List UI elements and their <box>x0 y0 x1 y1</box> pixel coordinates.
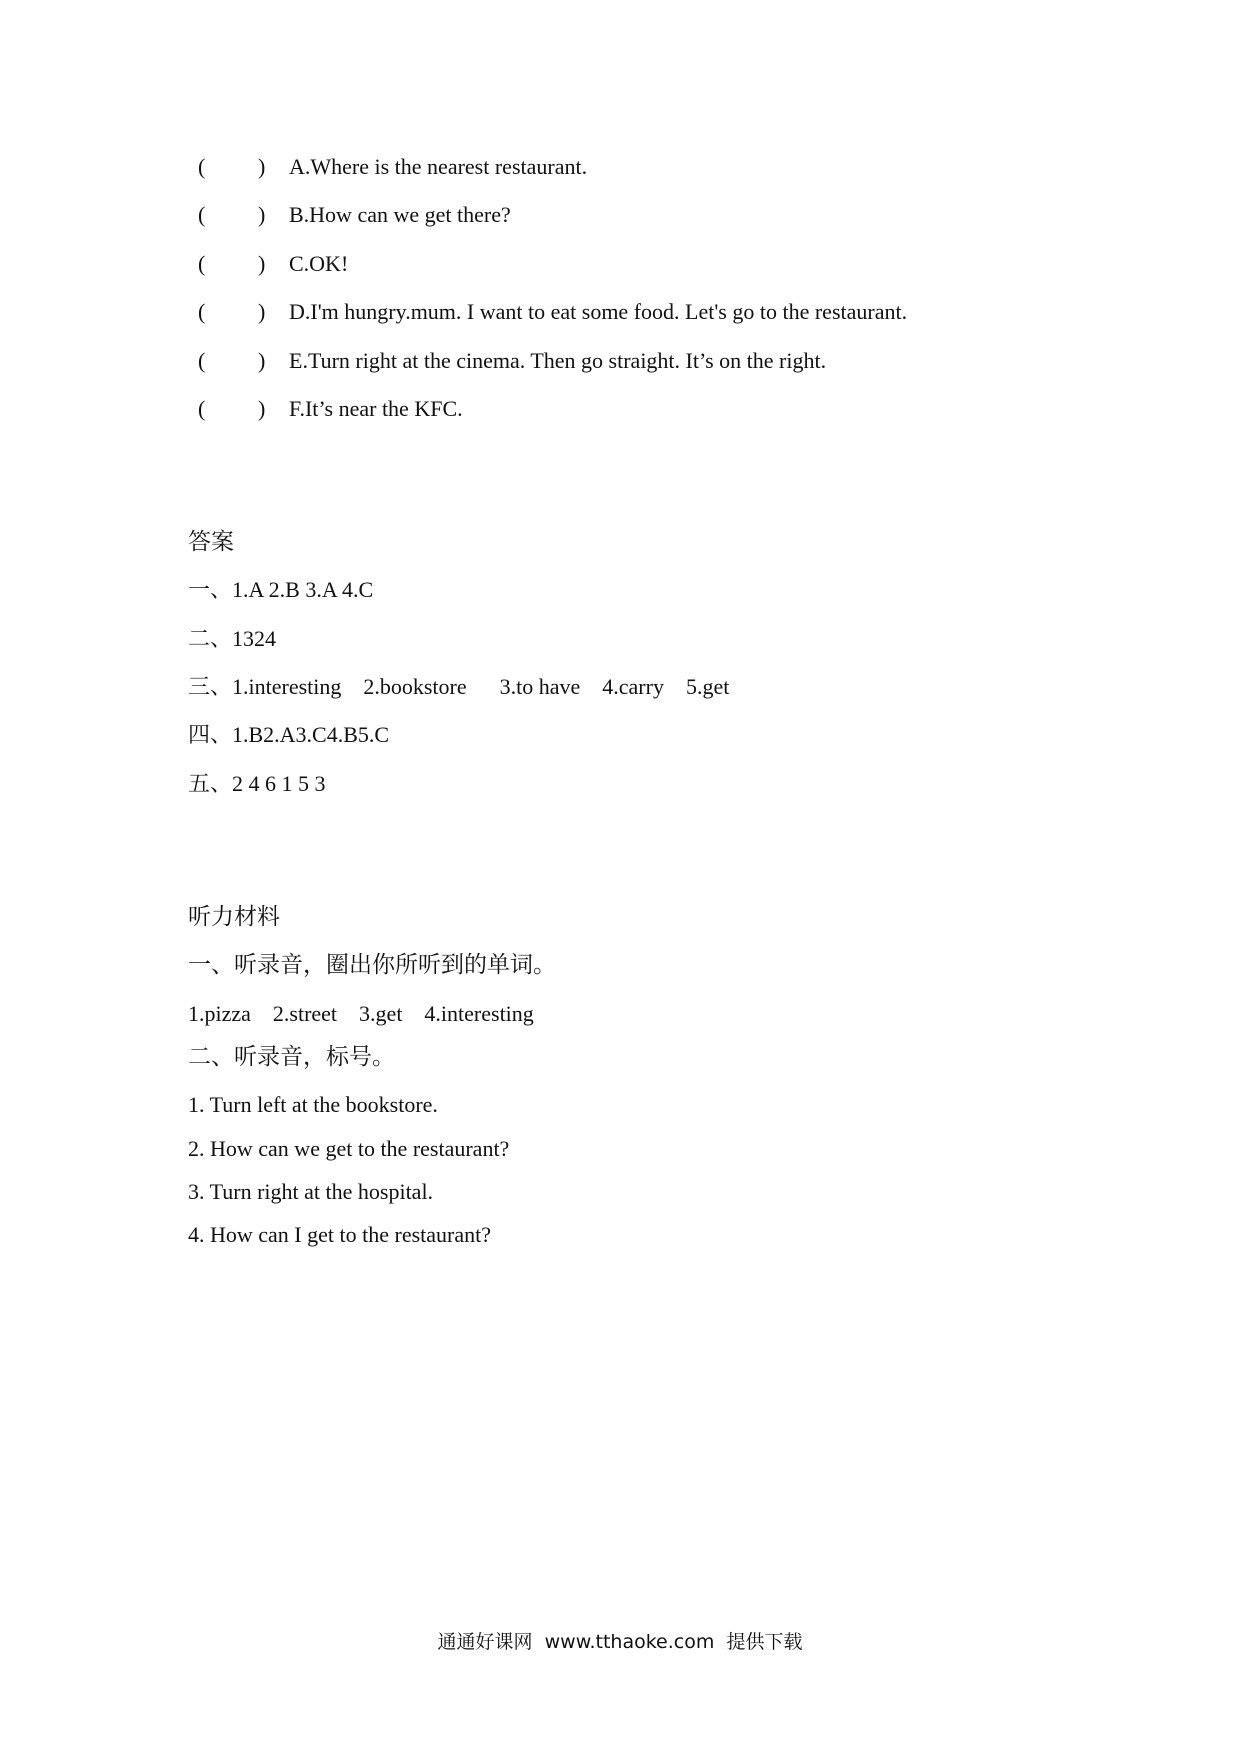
listening-part1-heading: 一、听录音，圈出你所听到的单词。 <box>188 952 556 978</box>
answer-blank-close: ) <box>258 396 266 421</box>
page-footer: 通通好课网 www.tthaoke.com 提供下载 <box>437 1631 803 1653</box>
listening-part1-words: 1.pizza 2.street 3.get 4.interesting <box>188 1001 534 1026</box>
ordering-sentence: F.It’s near the KFC. <box>289 396 463 421</box>
answer-blank-open: ( <box>198 348 206 373</box>
ordering-sentence: E.Turn right at the cinema. Then go straight. It’s on the right. <box>289 348 827 373</box>
answer-line-5: 五、2 4 6 1 5 3 <box>188 771 326 796</box>
ordering-sentence: D.I'm hungry.mum. I want to eat some food. Let's go to the restaurant. <box>289 299 908 324</box>
answer-line-2: 二、1324 <box>188 626 277 651</box>
ordering-sentence: A.Where is the nearest restaurant. <box>289 154 588 179</box>
answer-blank-open: ( <box>198 299 206 324</box>
answer-blank-close: ) <box>258 299 266 324</box>
answer-blank-close: ) <box>258 348 266 373</box>
answer-blank-open: ( <box>198 396 206 421</box>
answer-blank-close: ) <box>258 251 266 276</box>
answer-line-4: 四、1.B2.A3.C4.B5.C <box>188 722 390 747</box>
answers-title: 答案 <box>188 529 234 555</box>
answer-blank-open: ( <box>198 202 206 227</box>
answer-line-3: 三、1.interesting 2.bookstore 3.to have 4.carry 5.get <box>188 674 730 699</box>
listening-sentence-4: 4. How can I get to the restaurant? <box>188 1222 491 1247</box>
listening-part2-heading: 二、听录音，标号。 <box>188 1044 395 1070</box>
answer-blank-open: ( <box>198 251 206 276</box>
answer-blank-open: ( <box>198 154 206 179</box>
listening-sentence-1: 1. Turn left at the bookstore. <box>188 1092 438 1117</box>
listening-sentence-3: 3. Turn right at the hospital. <box>188 1179 434 1204</box>
answer-blank-close: ) <box>258 154 266 179</box>
answer-line-1: 一、1.A 2.B 3.A 4.C <box>188 577 374 602</box>
answer-blank-close: ) <box>258 202 266 227</box>
listening-title: 听力材料 <box>188 904 280 930</box>
ordering-sentence: B.How can we get there? <box>289 202 511 227</box>
ordering-sentence: C.OK! <box>289 251 349 276</box>
listening-sentence-2: 2. How can we get to the restaurant? <box>188 1136 510 1161</box>
